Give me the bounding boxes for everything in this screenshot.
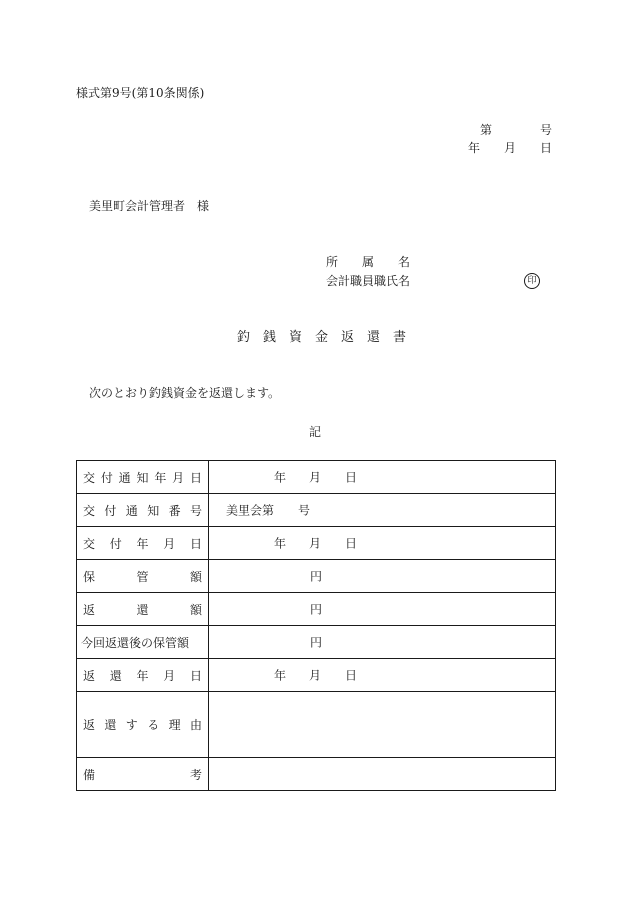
row-label: 返還額: [77, 593, 209, 626]
year-unit: 年: [274, 668, 287, 683]
intro-text: 次のとおり釣銭資金を返還します。: [89, 386, 281, 400]
yen-unit: 円: [310, 635, 323, 650]
addressee: 美里町会計管理者 様: [89, 199, 210, 213]
refund-form-table: [76, 460, 556, 791]
remarks-cell[interactable]: [209, 758, 556, 791]
row-label: 今回返還後の保管額: [77, 626, 209, 659]
doc-number-suffix: 号: [540, 123, 553, 137]
row-label: 備考: [77, 758, 209, 791]
date-day: 日: [540, 141, 553, 155]
row-label: 交付年月日: [77, 527, 209, 560]
yen-unit: 円: [310, 569, 323, 584]
table-row: [77, 626, 556, 659]
day-unit: 日: [345, 668, 358, 683]
day-unit: 日: [345, 536, 358, 551]
document-title: 釣 銭 資 金 返 還 書: [237, 330, 407, 345]
date-cell[interactable]: [209, 659, 556, 692]
notice-number-prefix: 美里会第: [226, 503, 275, 518]
table-row: [77, 527, 556, 560]
table-row: [77, 560, 556, 593]
notice-number-suffix: 号: [298, 503, 311, 518]
form-number: 様式第9号(第10条関係): [76, 86, 205, 100]
row-label: 保管額: [77, 560, 209, 593]
table-row: [77, 758, 556, 791]
yen-unit: 円: [310, 602, 323, 617]
month-unit: 月: [309, 470, 322, 485]
amount-cell[interactable]: [209, 626, 556, 659]
month-unit: 月: [309, 536, 322, 551]
date-year: 年: [468, 141, 481, 155]
table-row: [77, 593, 556, 626]
month-unit: 月: [309, 668, 322, 683]
row-label: 交付通知年月日: [77, 461, 209, 494]
doc-number-prefix: 第: [480, 123, 493, 137]
table-row: [77, 461, 556, 494]
table-row: [77, 659, 556, 692]
affiliation-label: 所 属 名: [326, 255, 411, 269]
seal-mark: 印: [524, 273, 540, 289]
year-unit: 年: [274, 536, 287, 551]
amount-cell[interactable]: [209, 593, 556, 626]
table-row: [77, 692, 556, 758]
row-label: 返還年月日: [77, 659, 209, 692]
notice-number-cell[interactable]: [209, 494, 556, 527]
date-month: 月: [504, 141, 517, 155]
day-unit: 日: [345, 470, 358, 485]
reason-cell[interactable]: [209, 692, 556, 758]
row-label: 交付通知番号: [77, 494, 209, 527]
table-row: [77, 494, 556, 527]
date-cell[interactable]: [209, 461, 556, 494]
employee-name-label: 会計職員職氏名: [326, 274, 411, 288]
ki-heading: 記: [309, 425, 322, 439]
date-cell[interactable]: [209, 527, 556, 560]
year-unit: 年: [274, 470, 287, 485]
row-label: 返還する理由: [77, 692, 209, 758]
amount-cell[interactable]: [209, 560, 556, 593]
